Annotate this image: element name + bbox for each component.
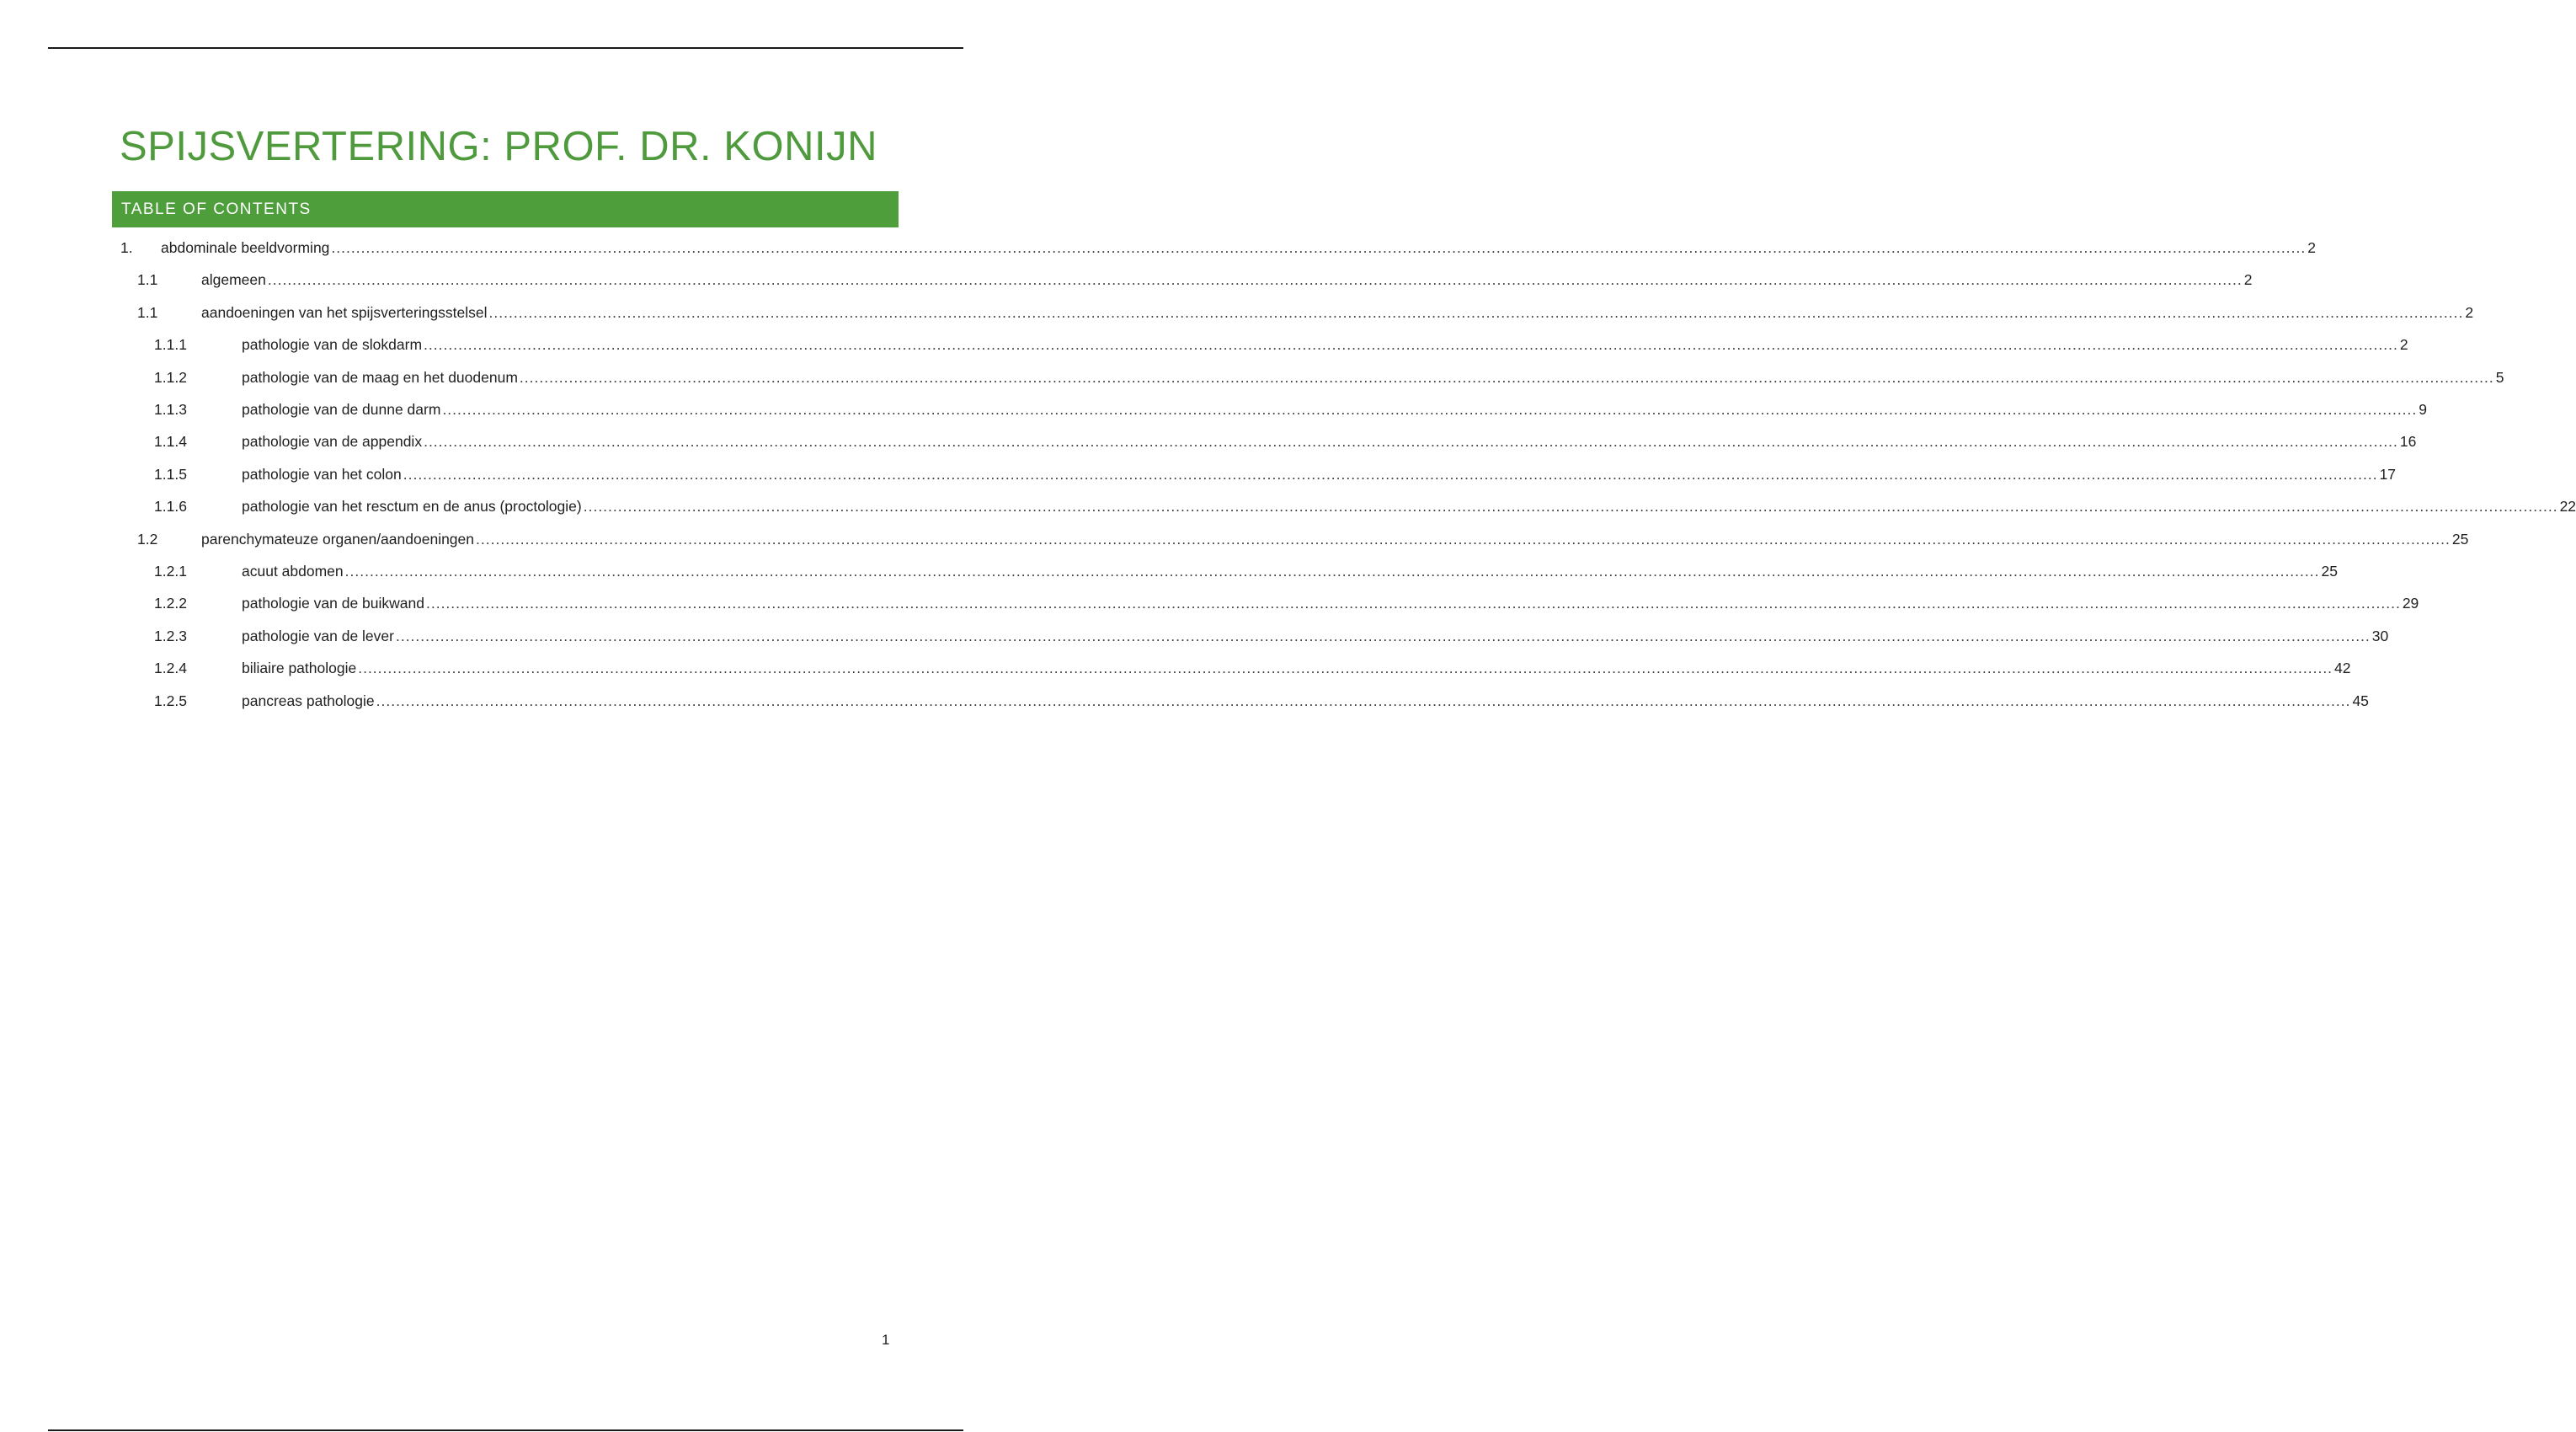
toc-entry-page: 9 (2419, 401, 2427, 418)
toc-entry-page: 29 (2402, 595, 2419, 612)
toc-dot-leader: ................................................................................................................................................................................................................................................................................................................................................................................................................ (376, 692, 2351, 709)
toc-dot-leader: ................................................................................................................................................................................................................................................................................................................................................................................................................ (424, 433, 2398, 451)
toc-entry-page: 17 (2379, 465, 2397, 483)
toc-entry-label: abdominale beeldvorming (161, 239, 330, 256)
document-title: SPIJSVERTERING: PROF. DR. KONIJN (120, 124, 877, 169)
toc-entry[interactable] (154, 431, 2417, 452)
toc-entry-number: 1.1.6 (154, 498, 187, 516)
toc-entry-number: 1. (120, 239, 133, 256)
toc-entry-number: 1.2.1 (154, 563, 187, 580)
toc-entry-number: 1.1 (137, 271, 158, 289)
toc-entry-page: 45 (2352, 692, 2369, 709)
toc-entry-label: pathologie van de appendix (242, 433, 423, 451)
toc-entry-label: biliaire pathologie (242, 660, 357, 677)
toc-entry-page: 25 (2321, 563, 2338, 580)
toc-entry-page: 22 (2559, 498, 2576, 516)
toc-entry-page: 25 (2451, 530, 2469, 548)
toc-dot-leader: ................................................................................................................................................................................................................................................................................................................................................................................................................ (344, 563, 2320, 580)
toc-dot-leader: ................................................................................................................................................................................................................................................................................................................................................................................................................ (403, 465, 2378, 483)
toc-dot-leader: ................................................................................................................................................................................................................................................................................................................................................................................................................ (583, 498, 2558, 516)
toc-dot-leader: ................................................................................................................................................................................................................................................................................................................................................................................................................ (331, 239, 2307, 256)
toc-entry-label: pathologie van de buikwand (242, 595, 424, 612)
toc-entry[interactable] (137, 529, 2469, 549)
toc-entry[interactable] (154, 691, 2369, 711)
toc-dot-leader: ................................................................................................................................................................................................................................................................................................................................................................................................................ (358, 660, 2333, 677)
toc-entry-number: 1.2.4 (154, 660, 187, 677)
toc-entry[interactable] (154, 626, 2389, 646)
toc-entry-label: pathologie van de maag en het duodenum (242, 368, 518, 386)
toc-entry-number: 1.2.3 (154, 627, 187, 644)
toc-entry-page: 30 (2371, 627, 2389, 644)
toc-entry-number: 1.2.5 (154, 692, 187, 709)
toc-entry-label: parenchymateuze organen/aandoeningen (201, 530, 475, 548)
toc-entry-number: 1.1.4 (154, 433, 187, 451)
toc-entry-number: 1.1.2 (154, 368, 187, 386)
toc-dot-leader: ................................................................................................................................................................................................................................................................................................................................................................................................................ (267, 271, 2243, 289)
toc-entry-label: aandoeningen van het spijsverteringsstelsel (201, 303, 488, 321)
toc-entry-label: pathologie van de dunne darm (242, 401, 441, 418)
toc-entry-page: 42 (2334, 660, 2351, 677)
toc-entry-label: pathologie van het resctum en de anus (proctologie) (242, 498, 582, 516)
toc-entry[interactable] (154, 593, 2419, 613)
toc-dot-leader: ................................................................................................................................................................................................................................................................................................................................................................................................................ (519, 368, 2494, 386)
toc-entry-page: 5 (2495, 368, 2504, 386)
toc-entry[interactable] (154, 334, 2408, 355)
toc-dot-leader: ................................................................................................................................................................................................................................................................................................................................................................................................................ (425, 595, 2401, 612)
toc-dot-leader: ................................................................................................................................................................................................................................................................................................................................................................................................................ (476, 530, 2451, 548)
toc-dot-leader: ................................................................................................................................................................................................................................................................................................................................................................................................................ (442, 401, 2418, 418)
toc-entry[interactable] (137, 302, 2474, 323)
toc-entry[interactable] (154, 464, 2397, 484)
toc-entry-label: pancreas pathologie (242, 692, 375, 709)
toc-entry-label: pathologie van de slokdarm (242, 336, 423, 354)
toc-entry-number: 1.1.3 (154, 401, 187, 418)
toc-dot-leader: ................................................................................................................................................................................................................................................................................................................................................................................................................ (488, 303, 2464, 321)
toc-entry-label: algemeen (201, 271, 266, 289)
toc-entry[interactable] (137, 270, 2253, 290)
toc-entry-number: 1.2 (137, 530, 158, 548)
toc-entry[interactable] (154, 367, 2504, 387)
toc-entry-label: pathologie van de lever (242, 627, 394, 644)
toc-entry[interactable] (154, 561, 2338, 581)
toc-entry-page: 2 (2307, 239, 2316, 256)
toc-entry-label: pathologie van het colon (242, 465, 402, 483)
page-number: 1 (882, 1332, 890, 1348)
toc-entry[interactable] (154, 658, 2351, 678)
footer-rule (48, 1429, 963, 1431)
toc-entry-page: 2 (2399, 336, 2408, 354)
toc-entry-number: 1.2.2 (154, 595, 187, 612)
toc-entry-number: 1.1.5 (154, 465, 187, 483)
toc-entry-page: 2 (2243, 271, 2253, 289)
toc-entry[interactable] (120, 238, 2316, 258)
toc-entry[interactable] (154, 496, 2576, 516)
toc-dot-leader: ................................................................................................................................................................................................................................................................................................................................................................................................................ (424, 336, 2398, 354)
toc-entry-label: acuut abdomen (242, 563, 344, 580)
toc-dot-leader: ................................................................................................................................................................................................................................................................................................................................................................................................................ (395, 627, 2371, 644)
toc-entry-page: 16 (2399, 433, 2417, 451)
toc-entry-number: 1.1.1 (154, 336, 187, 354)
toc-entry[interactable] (154, 399, 2427, 419)
toc-heading: TABLE OF CONTENTS (121, 200, 312, 218)
toc-entry-page: 2 (2465, 303, 2474, 321)
toc-entry-number: 1.1 (137, 303, 158, 321)
